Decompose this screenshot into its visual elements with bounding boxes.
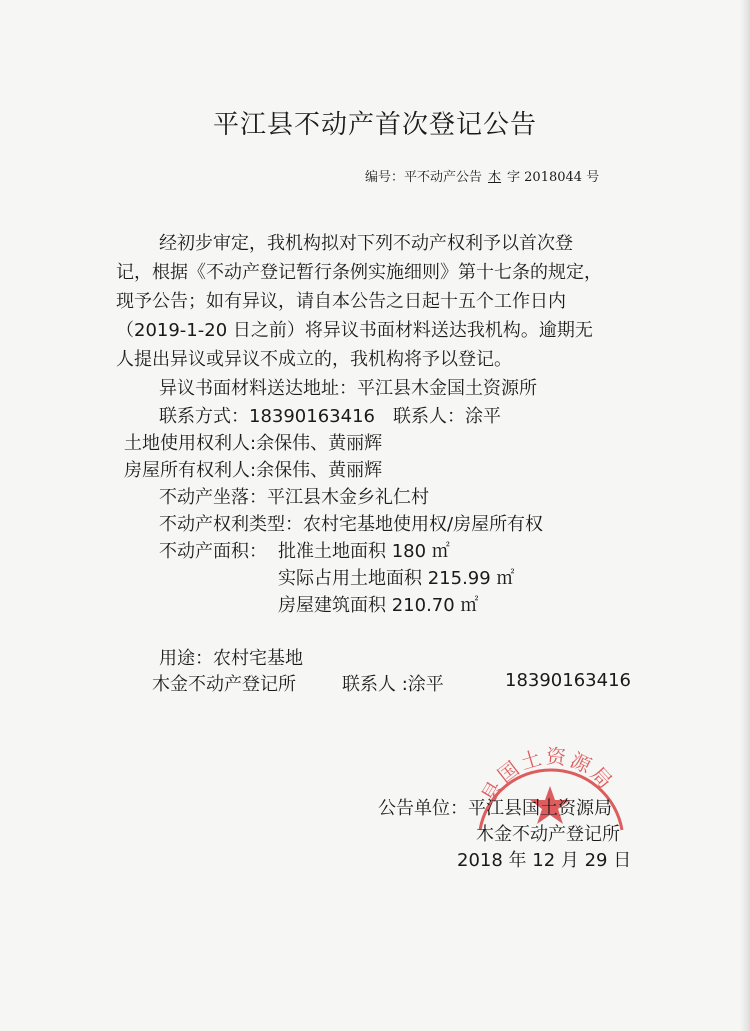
paragraph-line: 人提出异议或异议不成立的，我机构将予以登记。 (116, 349, 512, 370)
area-label: 不动产面积： (159, 541, 267, 562)
paragraph-line: （2019-1-20 日之前）将异议书面材料送达我机构。逾期无 (116, 320, 593, 341)
page-edge-shadow (740, 0, 750, 1031)
registry-contact: 联系人 :涂平 (342, 674, 444, 695)
paragraph-line: 经初步审定，我机构拟对下列不动产权利予以首次登 (159, 233, 573, 254)
house-owner: 房屋所有权利人:余保伟、黄丽辉 (124, 460, 383, 481)
document-title: 平江县不动产首次登记公告 (212, 110, 537, 140)
seal-text: 县国土资源局 (476, 743, 620, 807)
paragraph-line: 记，根据《不动产登记暂行条例实施细则》第十七条的规定， (116, 262, 602, 283)
document-number (365, 166, 599, 185)
document-number-char: 木 (488, 170, 502, 185)
right-type: 不动产权利类型：农村宅基地使用权/房屋所有权 (159, 514, 544, 535)
issue-date: 2018 年 12 月 29 日 (457, 850, 632, 871)
document-number-suffix: 字 2018044 号 (507, 170, 600, 185)
area-building: 房屋建筑面积 210.70 ㎡ (278, 595, 479, 616)
paragraph-line: 现予公告；如有异议，请自本公告之日起十五个工作日内 (116, 291, 566, 312)
document-number-prefix: 编号：平不动产公告 (365, 170, 483, 185)
registry-office: 木金不动产登记所 (152, 674, 296, 695)
registry-phone: 18390163416 (505, 670, 631, 691)
contact-line: 联系方式：18390163416 联系人：涂平 (159, 406, 501, 427)
property-location: 不动产坐落：平江县木金乡礼仁村 (159, 487, 429, 508)
area-actual: 实际占用土地面积 215.99 ㎡ (278, 568, 515, 589)
land-right-holder: 土地使用权利人:余保伟、黄丽辉 (124, 433, 383, 454)
objection-address: 异议书面材料送达地址：平江县木金国土资源所 (159, 378, 537, 399)
issuer-line-2: 木金不动产登记所 (476, 824, 620, 845)
issuer-line-1: 公告单位：平江县国土资源局 (378, 798, 612, 819)
usage: 用途：农村宅基地 (159, 648, 303, 669)
area-approved: 批准土地面积 180 ㎡ (278, 541, 450, 562)
